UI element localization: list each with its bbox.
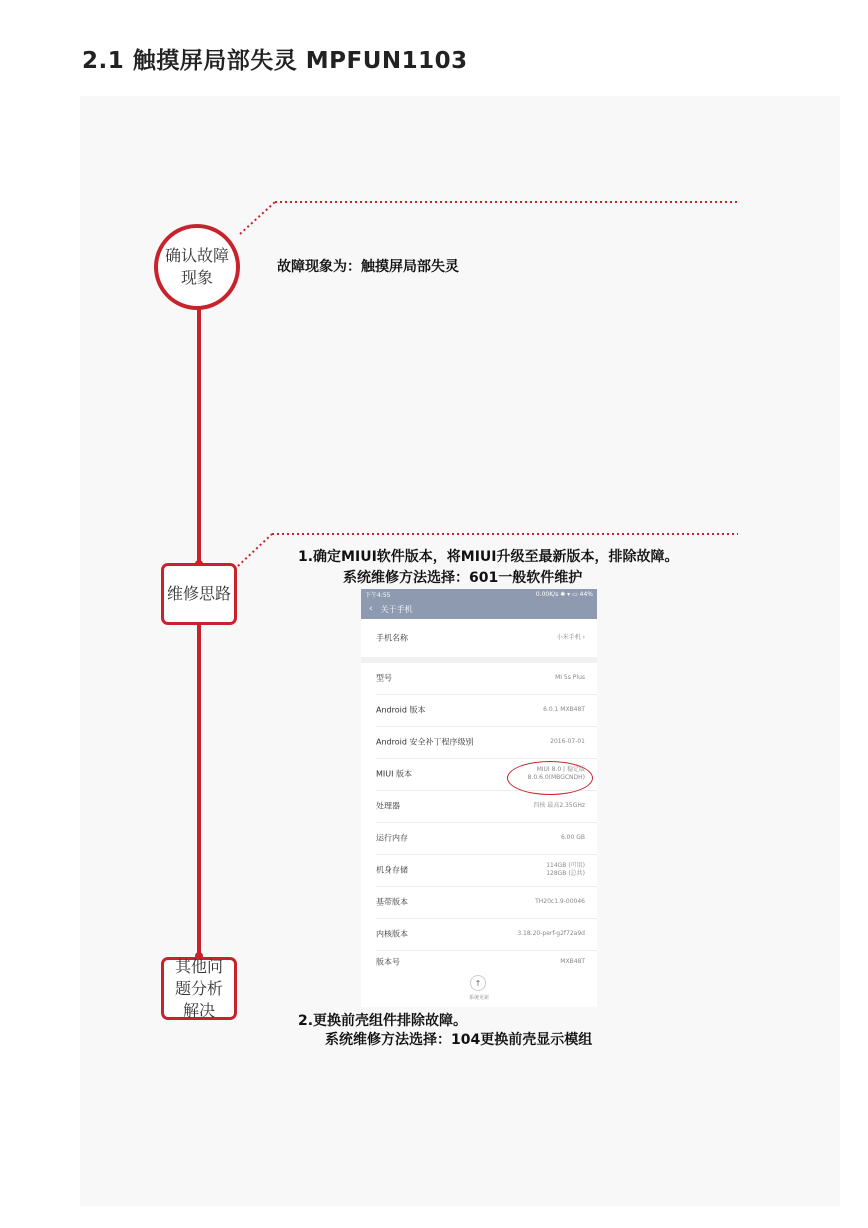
step-repair-idea-node xyxy=(161,563,237,625)
settings-row[interactable] xyxy=(361,619,597,657)
system-update-label: 系统更新 xyxy=(468,995,489,1001)
row-label: MIUI 版本 xyxy=(376,769,413,779)
settings-row[interactable] xyxy=(361,887,597,917)
miui-version-line2: 8.0.6.0(MBGCNDH) xyxy=(527,774,585,781)
row-value: 四核 最高2.35GHz xyxy=(533,802,585,809)
phone-screenshot xyxy=(361,589,597,1007)
row-label: 版本号 xyxy=(376,957,400,967)
phone-app-bar xyxy=(361,599,597,619)
row-value: 6.00 GB xyxy=(560,834,585,841)
row-value: 6.0.1 MXB48T xyxy=(543,706,585,713)
settings-row[interactable] xyxy=(361,919,597,949)
settings-row[interactable] xyxy=(361,727,597,757)
phone-status-bar xyxy=(361,589,597,599)
fault-description: 故障现象为：触摸屏局部失灵 xyxy=(277,259,459,275)
settings-row[interactable] xyxy=(361,823,597,853)
settings-row[interactable] xyxy=(361,791,597,821)
settings-row[interactable] xyxy=(361,855,597,885)
step-confirm-fault-node xyxy=(154,224,240,310)
storage-line2: 128GB (总共) xyxy=(546,870,585,877)
row-label: 型号 xyxy=(376,673,392,683)
page-title: 2.1 触摸屏局部失灵 MPFUN1103 xyxy=(82,48,468,74)
back-icon[interactable]: ‹ xyxy=(369,604,373,614)
timeline-connector-2 xyxy=(197,624,201,960)
timeline-connector-1 xyxy=(197,308,201,566)
status-time: 下午4:55 xyxy=(365,591,391,599)
row-value: 2016-07-01 xyxy=(550,738,585,745)
row-label: Android 安全补丁程序级别 xyxy=(376,737,474,747)
row-value: TH20c1.9-00046 xyxy=(535,898,585,905)
row-value: MI 5s Plus xyxy=(555,674,585,681)
row-value: 3.18.20-perf-g2f72a9d xyxy=(517,930,585,937)
row-value xyxy=(546,862,585,878)
storage-line1: 114GB (可用) xyxy=(546,862,585,869)
settings-row[interactable] xyxy=(361,695,597,725)
repair-step-2-method: 系统维修方法选择：104更换前壳显示模组 xyxy=(325,1032,593,1048)
settings-row[interactable] xyxy=(361,951,597,973)
repair-step-1-text: 1.确定MIUI软件版本，将MIUI升级至最新版本，排除故障。 xyxy=(298,549,679,565)
row-label: 基带版本 xyxy=(376,897,408,907)
step-other-issues-label: 其他问题分析解决 xyxy=(174,956,223,1020)
row-label: 运行内存 xyxy=(376,833,408,843)
row-label: Android 版本 xyxy=(376,705,426,715)
step-other-issues-node xyxy=(161,957,237,1020)
row-label: 处理器 xyxy=(376,801,400,811)
row-value: 小米手机 › xyxy=(556,634,585,641)
up-arrow-icon[interactable]: ↑ xyxy=(470,975,486,991)
repair-step-1-method: 系统维修方法选择：601一般软件维护 xyxy=(343,570,583,586)
repair-step-2-text: 2.更换前壳组件排除故障。 xyxy=(298,1013,468,1029)
miui-version-line1: MIUI 8.0 | 稳定版 xyxy=(536,766,585,773)
step-confirm-fault-label: 确认故障现象 xyxy=(164,246,229,287)
phone-screen-title: 关于手机 xyxy=(380,604,413,614)
step-repair-idea-label: 维修思路 xyxy=(166,584,231,603)
miui-version-highlight xyxy=(507,761,593,795)
settings-row[interactable] xyxy=(361,663,597,693)
row-value: MXB48T xyxy=(560,958,585,965)
status-indicators: 0.00K/s ✱ ▾ ▭ 44% xyxy=(535,590,593,598)
row-label: 手机名称 xyxy=(376,633,408,643)
row-label: 机身存储 xyxy=(376,865,408,875)
row-label: 内核版本 xyxy=(376,929,408,939)
